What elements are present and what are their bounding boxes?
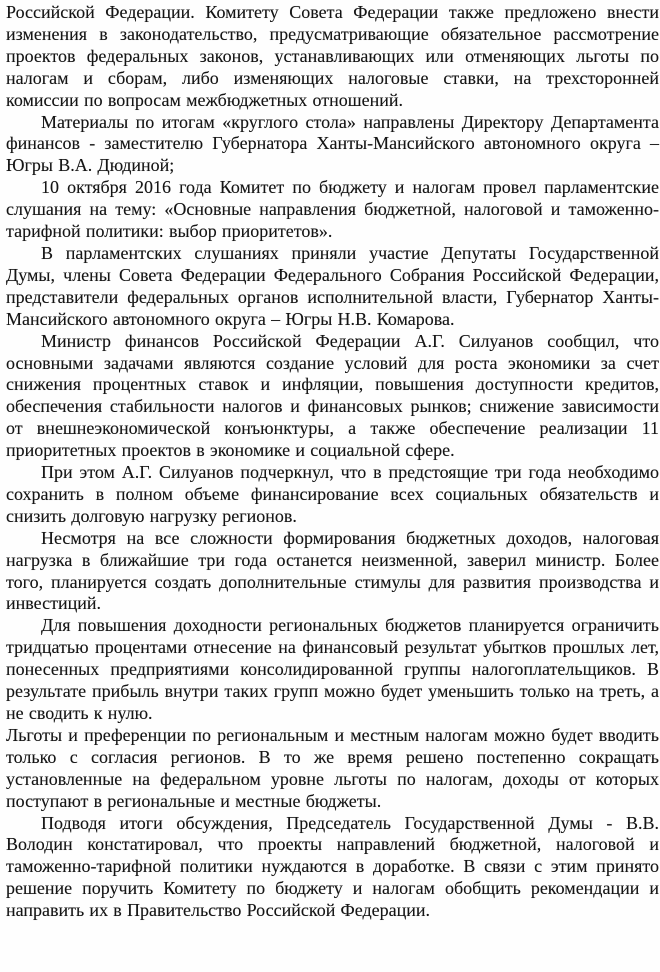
paragraph: Российской Федерации. Комитету Совета Федерации также предложено внести изменения в законодательство, предусматривающие обязательное рассмотрение проектов федеральных законов, устанавливающих или отменяющих льготы по налогам и сборам, либо изменяющих налоговые ставки, на трехсторонней комиссии по вопросам межбюджетных отношений. <box>6 2 659 110</box>
paragraph: Материалы по итогам «круглого стола» направлены Директору Департамента финансов - заместителю Губернатора Ханты-Мансийского автономного округа – Югры В.А. Дюдиной; <box>6 111 659 176</box>
paragraph: Министр финансов Российской Федерации А.Г. Силуанов сообщил, что основными задачами являются создание условий для роста экономики за счет снижения процентных ставок и инфляции, повышения доступности кредитов, обеспечения стабильности налогов и финансовых рынков; снижение зависимости от внешнеэкономической конъюнктуры, а также обеспечение реализации 11 приоритетных проектов в экономике и социальной сфере. <box>6 330 659 461</box>
paragraph: В парламентских слушаниях приняли участие Депутаты Государственной Думы, члены Совета Федерации Федерального Собрания Российской Федерации, представители федеральных органов исполнительной власти, Губернатор Ханты-Мансийского автономного округа – Югры Н.В. Комарова. <box>6 242 659 329</box>
paragraph: Льготы и преференции по региональным и местным налогам можно будет вводить только с согласия регионов. В то же время решено постепенно сокращать установленные на федеральном уровне льготы по налогам, доходы от которых поступают в региональные и местные бюджеты. <box>6 724 659 811</box>
document-body <box>6 2 659 922</box>
paragraph: При этом А.Г. Силуанов подчеркнул, что в предстоящие три года необходимо сохранить в полном объеме финансирование всех социальных обязательств и снизить долговую нагрузку регионов. <box>6 462 659 526</box>
paragraph: Подводя итоги обсуждения, Председатель Государственной Думы - В.В. Володин констатировал, что проекты направлений бюджетной, налоговой и таможенно-тарифной политики нуждаются в доработке. В связи с этим принято решение поручить Комитету по бюджету и налогам обобщить рекомендации и направить их в Правительство Российской Федерации. <box>6 812 659 921</box>
paragraph: 10 октября 2016 года Комитет по бюджету и налогам провел парламентские слушания на тему: «Основные направления бюджетной, налоговой и таможенно-тарифной политики: выбор приоритетов». <box>6 177 659 242</box>
paragraph: Для повышения доходности региональных бюджетов планируется ограничить тридцатью процентами отнесение на финансовый результат убытков прошлых лет, понесенных предприятиями консолидированной группы налогоплательщиков. В результате прибыль внутри таких групп можно будет уменьшить только на треть, а не сводить к нулю. <box>6 615 659 723</box>
paragraph: Несмотря на все сложности формирования бюджетных доходов, налоговая нагрузка в ближайшие три года останется неизменной, заверил министр. Более того, планируется создать дополнительные стимулы для развития производства и инвестиций. <box>6 527 659 614</box>
